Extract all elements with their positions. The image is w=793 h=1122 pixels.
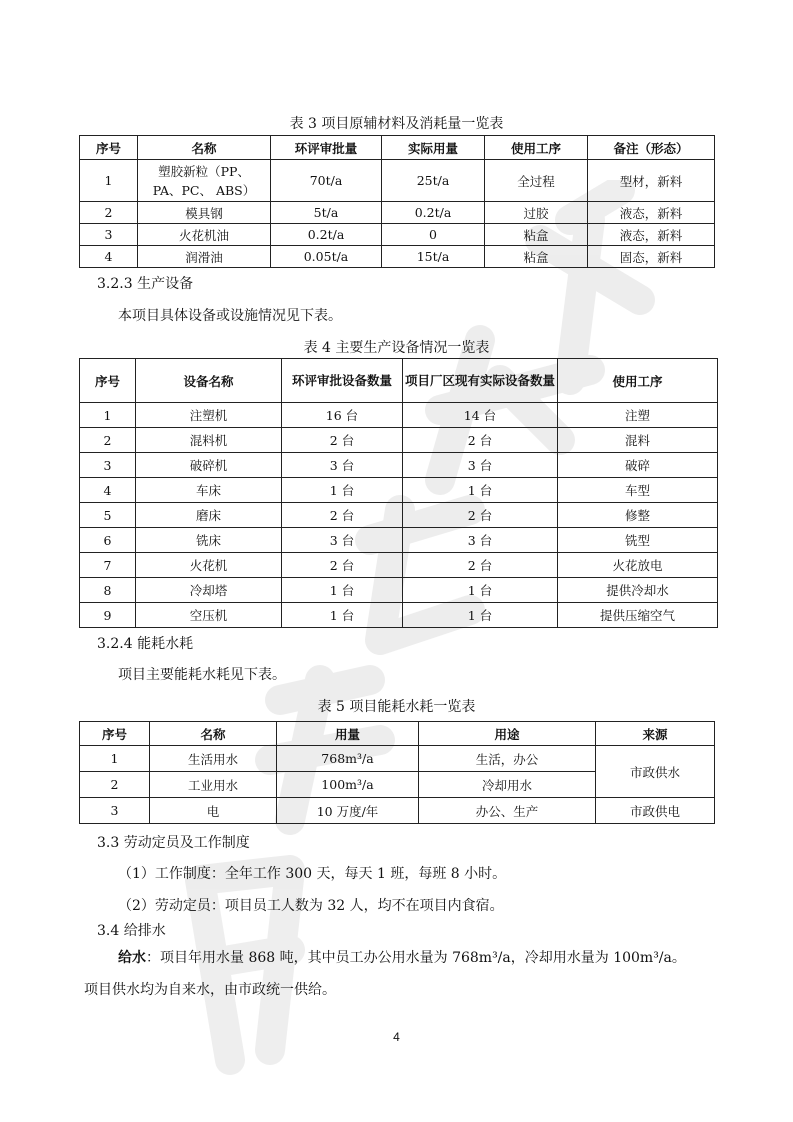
table3-header-row — [80, 136, 715, 160]
cell: 磨床 — [136, 503, 282, 528]
th: 名称 — [150, 722, 277, 746]
cell: 2 — [80, 202, 138, 224]
cell: 1 — [80, 746, 150, 772]
cell: 5 — [80, 503, 136, 528]
th: 环评审批量 — [271, 136, 382, 160]
cell: 注塑 — [558, 403, 718, 428]
th: 项目厂区现有实际设备数量 — [403, 359, 558, 403]
section-3-2-4-heading: 3.2.4 能耗水耗 — [97, 636, 194, 652]
table5-header-row — [80, 722, 715, 746]
table-row — [80, 478, 718, 503]
cell: 1 台 — [282, 578, 403, 603]
table-row — [80, 246, 715, 268]
table-row — [80, 603, 718, 628]
th: 序号 — [80, 136, 138, 160]
cell: 2 台 — [282, 553, 403, 578]
cell: 9 — [80, 603, 136, 628]
cell: 模具钢 — [138, 202, 271, 224]
table-row — [80, 224, 715, 246]
table-row — [80, 746, 715, 772]
cell: 火花放电 — [558, 553, 718, 578]
cell: 生活用水 — [150, 746, 277, 772]
th: 使用工序 — [485, 136, 588, 160]
cell: 2 台 — [403, 503, 558, 528]
section-3-4-line2: 项目供水均为自来水，由市政统一供给。 — [84, 982, 336, 998]
cell: 提供压缩空气 — [558, 603, 718, 628]
water-supply-label: 给水 — [118, 950, 146, 966]
th: 使用工序 — [558, 359, 718, 403]
cell: 2 台 — [403, 553, 558, 578]
section-3-4-line1 — [118, 947, 686, 967]
cell: 修整 — [558, 503, 718, 528]
cell: 1 台 — [403, 578, 558, 603]
cell: 粘盒 — [485, 246, 588, 268]
cell: 15t/a — [382, 246, 485, 268]
cell: 火花机油 — [138, 224, 271, 246]
cell: 1 台 — [403, 478, 558, 503]
section-3-4-heading: 3.4 给排水 — [97, 923, 166, 939]
cell: 塑胶新粒（PP、PA、PC、 ABS） — [138, 160, 271, 202]
th: 名称 — [138, 136, 271, 160]
cell: 破碎机 — [136, 453, 282, 478]
section-3-3-heading: 3.3 劳动定员及工作制度 — [97, 835, 250, 851]
cell: 3 台 — [403, 528, 558, 553]
cell: 2 台 — [282, 503, 403, 528]
cell: 铣床 — [136, 528, 282, 553]
cell: 办公、生产 — [419, 798, 596, 824]
cell: 0.2t/a — [382, 202, 485, 224]
cell: 2 台 — [403, 428, 558, 453]
cell: 16 台 — [282, 403, 403, 428]
th: 来源 — [596, 722, 715, 746]
cell: 固态，新料 — [588, 246, 715, 268]
section-3-2-3-heading: 3.2.3 生产设备 — [97, 276, 194, 292]
table4 — [79, 358, 718, 628]
th: 序号 — [80, 359, 136, 403]
table-row — [80, 428, 718, 453]
cell: 6 — [80, 528, 136, 553]
table-row — [80, 798, 715, 824]
section-3-2-3-text: 本项目具体设备或设施情况见下表。 — [118, 308, 342, 324]
table3-caption: 表 3 项目原辅材料及消耗量一览表 — [289, 116, 504, 132]
table-row — [80, 453, 718, 478]
th: 环评审批设备数量 — [282, 359, 403, 403]
page-number: 4 — [393, 1030, 400, 1044]
table-row — [80, 528, 718, 553]
cell: 润滑油 — [138, 246, 271, 268]
table-row — [80, 553, 718, 578]
section-3-2-4-text: 项目主要能耗水耗见下表。 — [118, 667, 286, 683]
section-3-3-item1: （1）工作制度：全年工作 300 天，每天 1 班，每班 8 小时。 — [118, 866, 507, 882]
cell: 火花机 — [136, 553, 282, 578]
table5-caption: 表 5 项目能耗水耗一览表 — [317, 699, 476, 715]
cell: 2 台 — [282, 428, 403, 453]
cell: 1 — [80, 160, 138, 202]
cell: 工业用水 — [150, 772, 277, 798]
cell: 混料机 — [136, 428, 282, 453]
cell: 注塑机 — [136, 403, 282, 428]
cell: 14 台 — [403, 403, 558, 428]
cell: 768m³/a — [277, 746, 419, 772]
cell: 8 — [80, 578, 136, 603]
cell: 车型 — [558, 478, 718, 503]
cell: 2 — [80, 428, 136, 453]
cell: 冷却用水 — [419, 772, 596, 798]
cell: 液态，新料 — [588, 224, 715, 246]
cell: 市政供水 — [596, 746, 715, 798]
cell: 粘盒 — [485, 224, 588, 246]
table3 — [79, 135, 715, 268]
cell: 电 — [150, 798, 277, 824]
cell: 生活，办公 — [419, 746, 596, 772]
table-row — [80, 503, 718, 528]
section-3-3-item2: （2）劳动定员：项目员工人数为 32 人，均不在项目内食宿。 — [118, 898, 504, 914]
cell: 5t/a — [271, 202, 382, 224]
cell: 空压机 — [136, 603, 282, 628]
cell: 70t/a — [271, 160, 382, 202]
cell: 25t/a — [382, 160, 485, 202]
th: 实际用量 — [382, 136, 485, 160]
cell: 市政供电 — [596, 798, 715, 824]
cell: 破碎 — [558, 453, 718, 478]
th: 用量 — [277, 722, 419, 746]
cell: 过胶 — [485, 202, 588, 224]
cell: 10 万度/年 — [277, 798, 419, 824]
cell: 4 — [80, 246, 138, 268]
th: 备注（形态） — [588, 136, 715, 160]
th: 用途 — [419, 722, 596, 746]
cell: 铣型 — [558, 528, 718, 553]
cell: 3 — [80, 224, 138, 246]
table5 — [79, 721, 715, 824]
cell: 车床 — [136, 478, 282, 503]
water-supply-text: ：项目年用水量 868 吨，其中员工办公用水量为 768m³/a，冷却用水量为 100m³/a。 — [146, 950, 686, 966]
th: 设备名称 — [136, 359, 282, 403]
cell: 1 台 — [282, 478, 403, 503]
cell: 2 — [80, 772, 150, 798]
cell: 3 — [80, 798, 150, 824]
table-row — [80, 160, 715, 202]
cell: 1 台 — [282, 603, 403, 628]
cell: 3 台 — [403, 453, 558, 478]
cell: 3 台 — [282, 453, 403, 478]
cell: 4 — [80, 478, 136, 503]
table4-header-row — [80, 359, 718, 403]
cell: 3 台 — [282, 528, 403, 553]
cell: 提供冷却水 — [558, 578, 718, 603]
table-row — [80, 578, 718, 603]
cell: 100m³/a — [277, 772, 419, 798]
cell: 型材，新料 — [588, 160, 715, 202]
cell: 0.2t/a — [271, 224, 382, 246]
cell: 3 — [80, 453, 136, 478]
table-row — [80, 403, 718, 428]
cell: 1 — [80, 403, 136, 428]
cell: 液态，新料 — [588, 202, 715, 224]
cell: 0.05t/a — [271, 246, 382, 268]
cell: 混料 — [558, 428, 718, 453]
th: 序号 — [80, 722, 150, 746]
table-row — [80, 202, 715, 224]
table4-caption: 表 4 主要生产设备情况一览表 — [303, 340, 490, 356]
cell: 1 台 — [403, 603, 558, 628]
cell: 0 — [382, 224, 485, 246]
cell: 冷却塔 — [136, 578, 282, 603]
cell: 7 — [80, 553, 136, 578]
cell: 全过程 — [485, 160, 588, 202]
